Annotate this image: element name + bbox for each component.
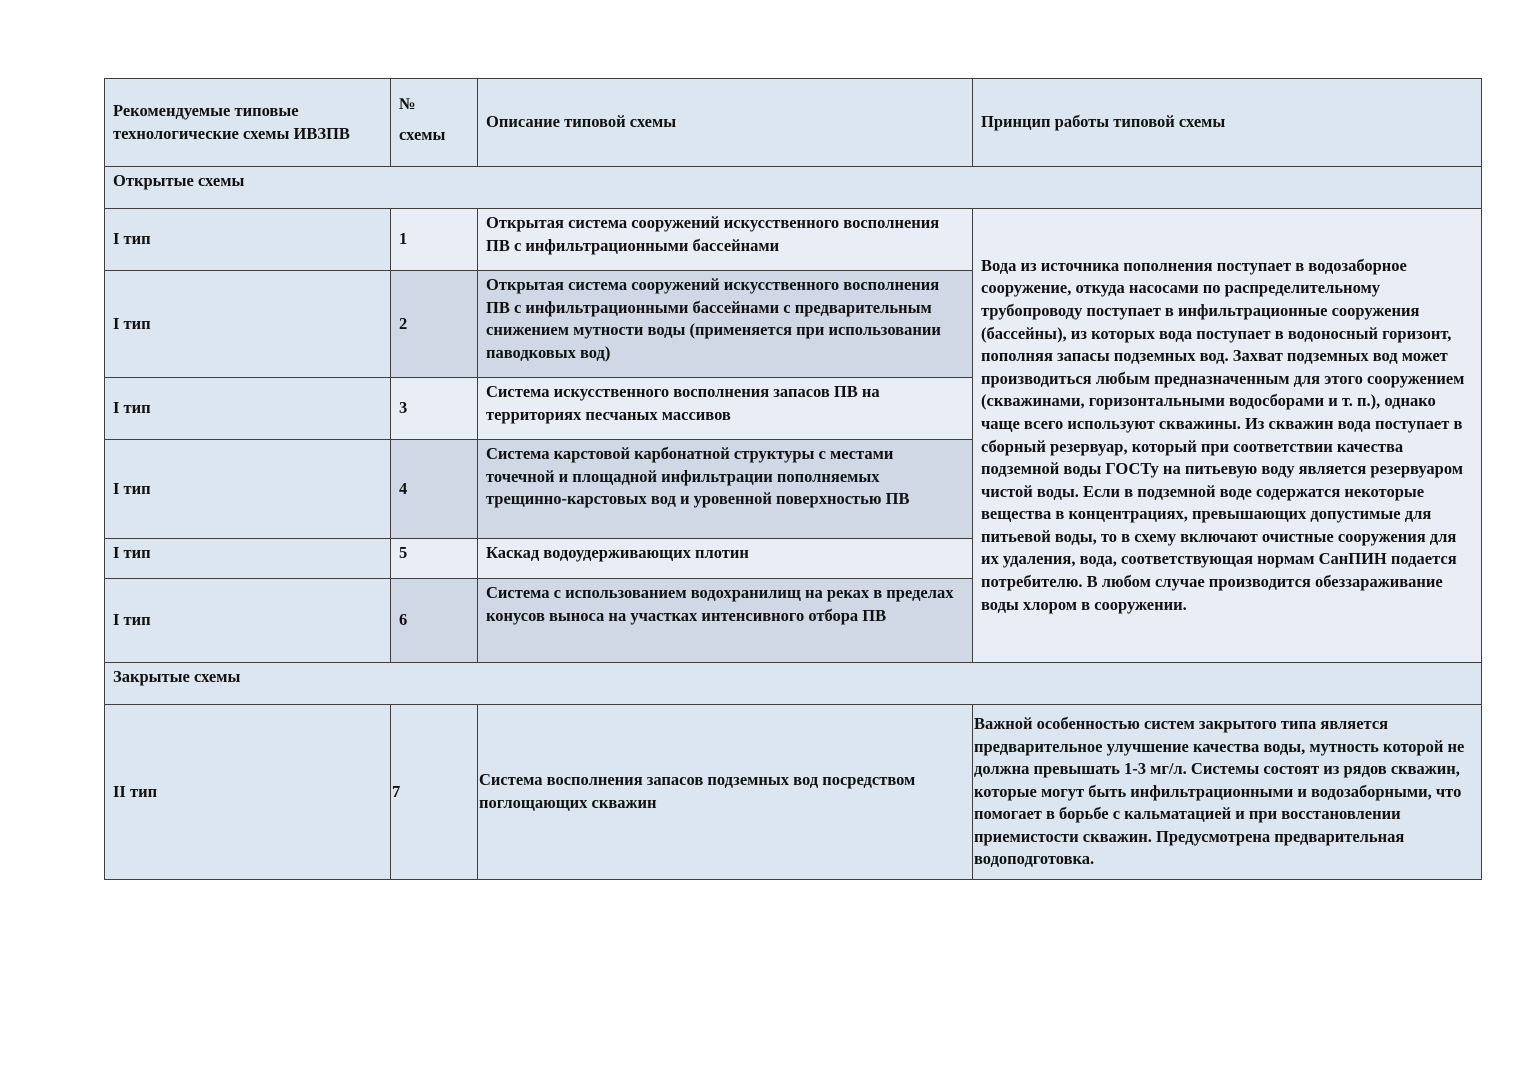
section-open	[105, 167, 1482, 209]
row-type: I тип	[105, 378, 391, 440]
row-type: I тип	[105, 579, 391, 663]
section-title-open: Открытые схемы	[105, 167, 1482, 209]
row-description: Открытая система сооружений искусственного восполнения ПВ с инфильтрационными бассейнами с предварительным снижением мутности воды (применяется при использовании паводковых вод)	[478, 271, 973, 378]
row-description: Система восполнения запасов подземных вод посредством поглощающих скважин	[478, 705, 973, 880]
table-row	[105, 209, 1482, 271]
principle-closed: Важной особенностью систем закрытого типа является предварительное улучшение качества воды, мутность которой не должна превышать 1-3 мг/л. Системы состоят из рядов скважин, которые могут быть инфильтрационными и водозаборными, что помогает в борьбе с кальматацией и при восстановлении приемистости скважин. Предусмотрена предварительная водоподготовка.	[973, 705, 1482, 880]
row-type: I тип	[105, 271, 391, 378]
row-number: 7	[391, 705, 478, 880]
header-principle: Принцип работы типовой схемы	[973, 79, 1482, 167]
row-description: Система карстовой карбонатной структуры с местами точечной и площадной инфильтрации пополняемых трещинно-карстовых вод и уровенной поверхностью ПВ	[478, 440, 973, 539]
header-description: Описание типовой схемы	[478, 79, 973, 167]
row-type: I тип	[105, 440, 391, 539]
number-label: схемы	[399, 124, 446, 144]
row-description: Система искусственного восполнения запасов ПВ на территориях песчаных массивов	[478, 378, 973, 440]
principle-open: Вода из источника пополнения поступает в водозаборное сооружение, откуда насосами по распределительному трубопроводу поступает в инфильтрационные сооружения (бассейны), из которых вода поступает в водоносный горизонт, пополняя запасы подземных вод. Захват подземных вод может производиться любым предназначенным для этого сооружением (скважинами, горизонтальными водосборами и т. п.), однако чаще всего используют скважины. Из скважин вода поступает в сборный резервуар, который при соответствии качества подземной воды ГОСТу на питьевую воду является резервуаром чистой воды. Если в подземной воде содержатся некоторые вещества в концентрациях, превышающих допустимые для питьевой воды, то в схему включают очистные сооружения для их удаления, вода, соответствующая нормам СанПИН подается потребителю. В любом случае производится обеззараживание воды хлором в сооружении.	[973, 209, 1482, 663]
row-number: 2	[391, 271, 478, 378]
row-number: 3	[391, 378, 478, 440]
row-number: 6	[391, 579, 478, 663]
row-type: I тип	[105, 209, 391, 271]
row-type: II тип	[105, 705, 391, 880]
section-title-closed: Закрытые схемы	[105, 663, 1482, 705]
header-schemes: Рекомендуемые типовые технологические схемы ИВЗПВ	[105, 79, 391, 167]
row-type: I тип	[105, 539, 391, 579]
schemes-table	[104, 78, 1482, 880]
row-description: Система с использованием водохранилищ на реках в пределах конусов выноса на участках интенсивного отбора ПВ	[478, 579, 973, 663]
number-sign: №	[399, 93, 416, 113]
header-row	[105, 79, 1482, 167]
row-number: 4	[391, 440, 478, 539]
row-description: Каскад водоудерживающих плотин	[478, 539, 973, 579]
row-number: 5	[391, 539, 478, 579]
row-number: 1	[391, 209, 478, 271]
row-description: Открытая система сооружений искусственного восполнения ПВ с инфильтрационными бассейнами	[478, 209, 973, 271]
section-closed	[105, 663, 1482, 705]
table-row	[105, 705, 1482, 880]
header-number	[391, 79, 478, 167]
